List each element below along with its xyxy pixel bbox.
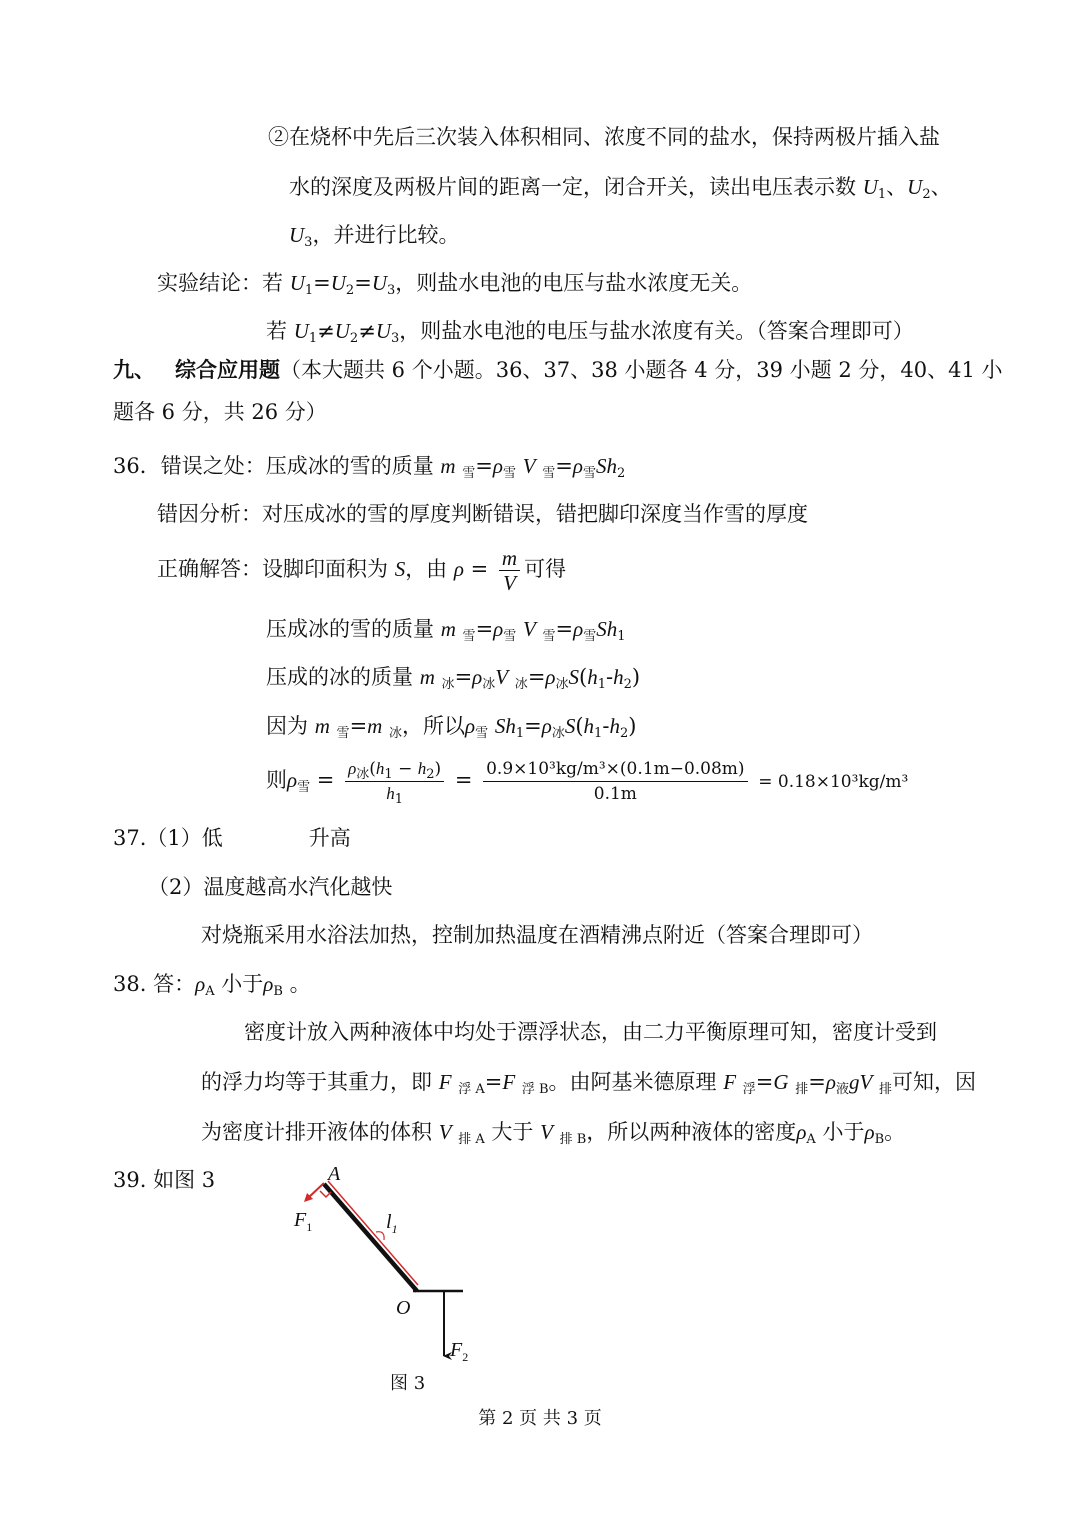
step2-line1: ②在烧杯中先后三次装入体积相同、浓度不同的盐水，保持两极片插入盐: [268, 125, 940, 149]
q36-snow-mass: 压成冰的雪的质量 m $_雪=\rho_雪$ V $_雪=\rho_雪Sh_1$: [266, 617, 626, 644]
q39-text: 39. 如图 3: [113, 1168, 216, 1192]
q38-explanation-3: 为密度计排开液体的体积 V $_{排 A}$ 大于 V $_{排 B}$，所以两种液体的密度$\rho_A$ 小于$\rho_B$。: [201, 1120, 906, 1147]
label-f2: $F_2$: [450, 1339, 469, 1364]
q36-error: 36．错误之处：压成冰的雪的质量 m $_雪=\rho_雪$ V $_雪=\rho_雪Sh_2$: [113, 454, 626, 481]
q36-calculation: 则$\rho_雪$ = $\frac{\rho_冰(h_1 - h_2)}{h_1}$ = $\frac{\text{0.9×10³kg/m³×(0.1m−0.08m)}}{0.1m}$ = 0.18×10³kg/m³: [266, 759, 909, 807]
step2-line3: $U_3$，并进行比较。: [289, 223, 460, 250]
q38-answer: 38. 答：$\rho_A$ 小于$\rho_B$ 。: [113, 972, 311, 999]
q38-explanation-2: 的浮力均等于其重力，即 F $_{浮 A}$=F $_{浮 B}$。由阿基米德原理 F $_浮$=G $_排=\rho_液gV$ $_排$可知，因: [201, 1070, 976, 1097]
q36-cause: 错因分析：对压成冰的雪的厚度判断错误，错把脚印深度当作雪的厚度: [157, 502, 808, 526]
step2-line2: 水的深度及两极片间的距离一定，闭合开关，读出电压表示数 $U_1$、$U_2$、: [289, 175, 952, 202]
section-header: 九、 综合应用题（本大题共 6 个小题。36、37、38 小题各 4 分，39 小题 2 分，40、41 小: [113, 358, 1003, 382]
q37-part2: （2）温度越高水汽化越快: [148, 875, 393, 899]
lever-figure: [280, 1160, 490, 1400]
section-header-cont: 题各 6 分，共 26 分）: [113, 400, 327, 424]
q37-part1: 37.（1）低 升高: [113, 826, 351, 850]
label-a: A: [328, 1163, 341, 1185]
density-fraction: $\frac{m}{V}$: [499, 546, 520, 595]
q36-solution: 正确解答：设脚印面积为 S，由 ρ = $\frac{m}{V}$ 可得: [157, 546, 567, 595]
q38-explanation-1: 密度计放入两种液体中均处于漂浮状态，由二力平衡原理可知，密度计受到: [244, 1020, 937, 1044]
label-o: O: [396, 1297, 411, 1319]
label-l1: $l_1$: [386, 1211, 398, 1236]
conclusion-2: 若 $U_1\ne U_2\ne U_3$，则盐水电池的电压与盐水浓度有关。（答案合理即可）: [266, 319, 914, 346]
force-f1-arrow: [308, 1183, 324, 1198]
figure-caption: 图 3: [390, 1373, 426, 1394]
page-footer: 第 2 页 共 3 页: [478, 1408, 602, 1429]
conclusion-1: 实验结论：若 $U_1=U_2=U_3$，则盐水电池的电压与盐水浓度无关。: [157, 271, 753, 298]
q36-ice-mass: 压成的冰的质量 m $_冰=\rho_冰V$ $_冰=\rho_冰S(h_1-h_2)$: [266, 665, 641, 692]
numeric-fraction: $\frac{\text{0.9×10³kg/m³×(0.1m−0.08m)}}{0.1m}$: [483, 757, 747, 806]
label-f1: $F_1$: [294, 1209, 313, 1234]
q36-because: 因为 m $_雪$=m $_冰$，所以$\rho_雪$ $Sh_1=\rho_冰S(h_1-h_2)$: [266, 714, 637, 741]
moment-arm-l1: [328, 1181, 418, 1285]
q37-part2-extra: 对烧瓶采用水浴法加热，控制加热温度在酒精沸点附近（答案合理即可）: [201, 923, 873, 947]
lever-rod: [324, 1184, 417, 1291]
formula-fraction: $\frac{\rho_冰(h_1 - h_2)}{h_1}$: [345, 757, 444, 806]
